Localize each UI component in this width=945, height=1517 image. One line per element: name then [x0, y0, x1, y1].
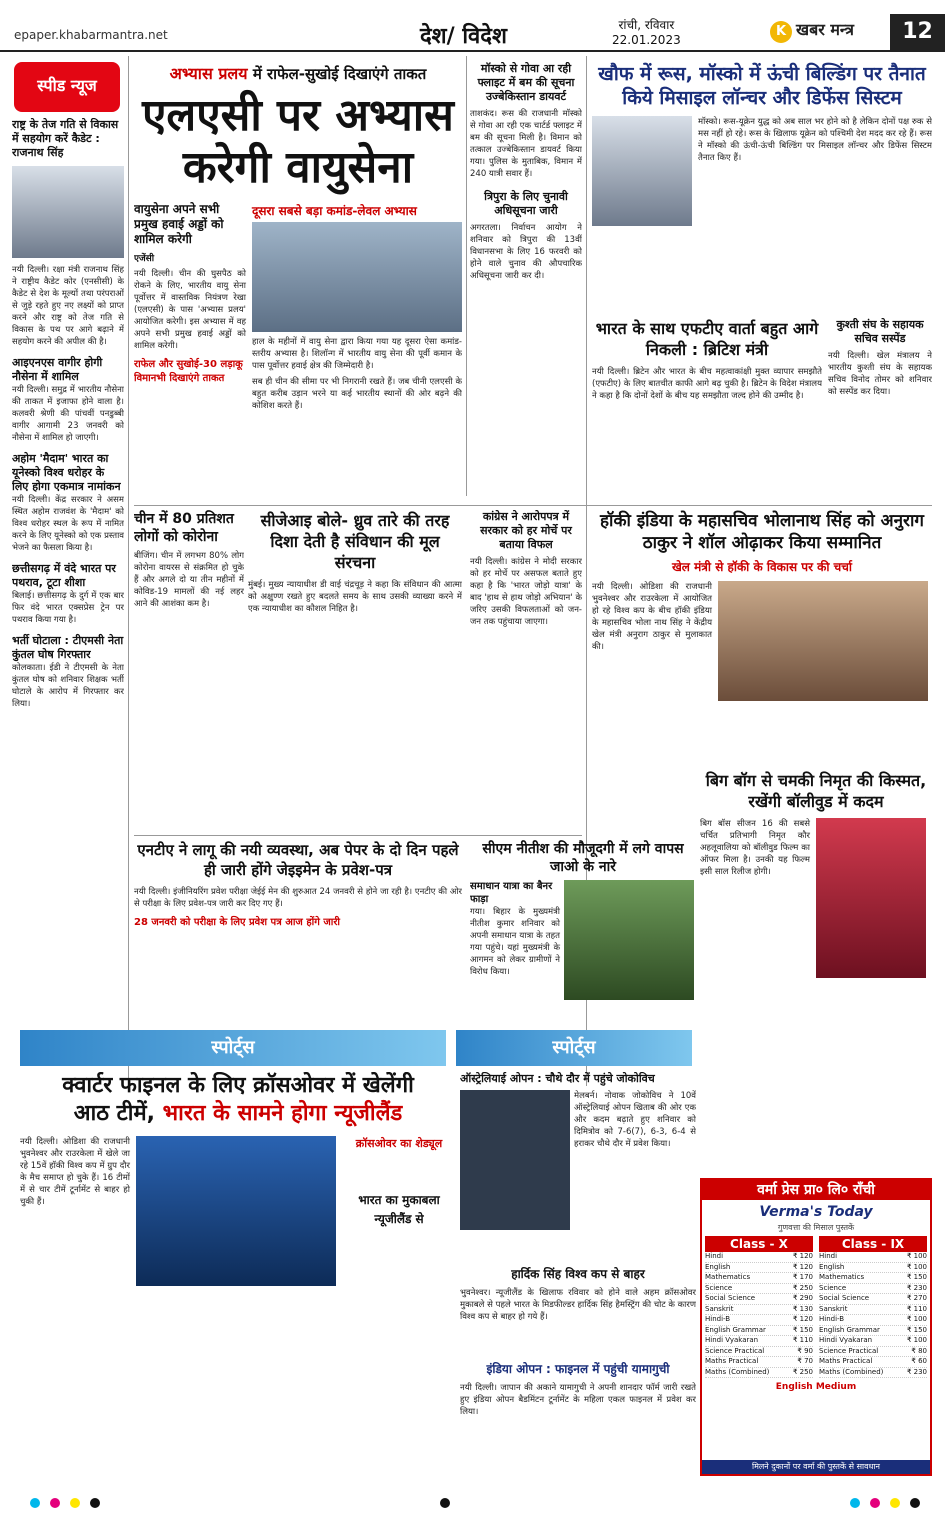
story-title: एनटीए ने लागू की नयी व्यवस्था, अब पेपर के दो दिन पहले ही जारी होंगे जेइइमेन के प्रवेश-पत्र	[137, 841, 459, 879]
ad-book-name: Hindi	[819, 1252, 838, 1260]
story-body: मुंबई। मुख्य न्यायाधीश डी वाई चंद्रचूड़ ने कहा कि संविधान की आत्मा को अक्षुण्ण रखते हुए बदलते समय के साथ उसकी व्याख्या करने में एक न्यायाधीश का कौशल निहित है।	[248, 580, 462, 614]
masthead	[0, 0, 945, 52]
reg-dot-yellow	[890, 1498, 900, 1508]
ad-book-price: ₹ 170	[792, 1273, 813, 1281]
verma-press-ad[interactable]	[700, 1178, 932, 1476]
brand-icon: K	[770, 21, 792, 43]
lead-body: नयी दिल्ली। चीन की घुसपैठ को रोकने के लिए, भारतीय वायु सेना पूर्वोत्तर में वास्तविक नियंत्रण रेखा (एलएसी) के पास 'अभ्यास प्रलय' आयोजित करेगी। इस अभ्यास में वह अपने सभी प्रमुख हवाई अड्डों को शामिल करेगी।	[134, 269, 246, 351]
ad-book-name: Maths Practical	[819, 1357, 873, 1365]
story-body: नयी दिल्ली। खेल मंत्रालय ने भारतीय कुश्ती संघ के सहायक सचिव विनोद तोमर को शनिवार को सस्पेंड कर दिया।	[828, 351, 932, 397]
ad-book-name: Science Practical	[819, 1346, 879, 1355]
sports-banner-left: स्पोर्ट्स	[20, 1030, 446, 1066]
story-bigboss	[700, 770, 932, 1025]
ad-book-price: ₹ 250	[792, 1367, 813, 1376]
ad-book-name: Sanskrit	[819, 1304, 848, 1313]
ad-book-name: Mathematics	[819, 1273, 865, 1281]
ad-price-row	[819, 1284, 927, 1295]
story-title: सीजेआइ बोले- ध्रुव तारे की तरह दिशा देती है संविधान की मूल संरचना	[260, 511, 450, 572]
story-hockey-honour	[592, 510, 932, 760]
speed-news-column	[12, 118, 124, 1068]
ad-book-name: Social Science	[705, 1294, 756, 1302]
ad-book-name: Hindi-B	[819, 1315, 845, 1323]
ad-book-name: English	[819, 1262, 845, 1271]
ad-book-name: Sanskrit	[705, 1304, 734, 1313]
ad-book-price: ₹ 60	[911, 1357, 927, 1365]
story-entrance	[134, 840, 462, 1025]
story-body: नयी दिल्ली। ओडिशा की राजधानी भुवनेश्वर और राउरकेला में आयोजित हो रहे विश्व कप के बीच हॉकी इंडिया के महासचिव भोला नाथ सिंह ने केंद्रीय खेल मंत्री अनुराग ठाकुर से मुलाकात की।	[592, 582, 712, 652]
reg-dot-magenta	[50, 1498, 60, 1508]
ad-book-price: ₹ 100	[906, 1262, 927, 1271]
story-title-line2-post: भारत के सामने होगा न्यूजीलैंड	[162, 1101, 403, 1126]
reg-dot-center	[440, 1498, 450, 1508]
story-title: खौफ में रूस, मॉस्को में ऊंची बिल्डिंग पर तैनात किये मिसाइल लॉन्चर और डिफेंस सिस्टम	[598, 63, 926, 109]
ad-book-price: ₹ 120	[792, 1315, 813, 1323]
ad-price-row	[705, 1273, 813, 1284]
ad-class-x: Class - X	[705, 1236, 813, 1252]
story-subhead: खेल मंत्री से हॉकी के विकास पर की चर्चा	[671, 560, 853, 574]
row-divider	[134, 505, 932, 506]
lead-photo-caption: दूसरा सबसे बड़ा कमांड-लेवल अभ्यास	[252, 204, 417, 218]
speed-news-item-title: आइएनएस वागीर होगी नौसेना में शामिल	[12, 356, 103, 383]
ad-tagline: गुणवत्ता की मिसाल पुस्तकें	[777, 1223, 855, 1232]
ad-book-price: ₹ 90	[797, 1346, 813, 1355]
ad-book-name: Hindi-B	[705, 1315, 731, 1323]
ad-book-price: ₹ 110	[906, 1304, 927, 1313]
story-title-line1: क्वार्टर फाइनल के लिए क्रॉसओवर में खेलेंगी	[62, 1073, 414, 1098]
ad-book-name: Social Science	[819, 1294, 870, 1302]
ad-book-price: ₹ 110	[792, 1336, 813, 1344]
ad-book-name: Hindi	[705, 1252, 724, 1260]
djokovic-photo	[460, 1090, 570, 1230]
ad-price-row	[819, 1315, 927, 1326]
lead-story	[134, 62, 462, 502]
ad-book-price: ₹ 100	[906, 1315, 927, 1323]
ad-book-price: ₹ 150	[906, 1325, 927, 1334]
story-wrestling	[828, 318, 932, 502]
story-title: इंडिया ओपन : फाइनल में पहुंची यामागुची	[486, 1362, 670, 1376]
column-rule	[466, 56, 467, 496]
ad-book-name: English	[705, 1262, 731, 1271]
story-body: नयी दिल्ली। इंजीनियरिंग प्रवेश परीक्षा जेईई मेन की शुरुआत 24 जनवरी से होने जा रही है। एनटीए की ओर से परीक्षा के लिए प्रवेश-पत्र जारी कर दिए गए हैं।	[134, 887, 462, 909]
reg-dot-cyan	[850, 1498, 860, 1508]
lead-kicker-highlight: अभ्यास प्रलय	[169, 64, 248, 83]
ad-price-row	[705, 1284, 813, 1295]
story-body: ताशकंद। रूस की राजधानी मॉस्को से गोवा आ रही एक चार्टर्ड फ्लाइट में बम की सूचना मिली है। विमान को तत्काल उज्बेकिस्तान डायवर्ट किया गया। पुलिस के मुताबिक, विमान में 240 यात्री सवार हैं।	[470, 109, 582, 179]
story-body: बीजिंग। चीन में लगभग 80% लोग कोरोना वायरस से संक्रमित हो चुके हैं और अगले दो या तीन महीनों में कोविड-19 मामलों की नई लहर आने की आशंका कम है।	[134, 551, 244, 609]
speed-news-item-title: राष्ट्र के तेज गति से विकास में सहयोग करें कैडेट : राजनाथ सिंह	[12, 118, 119, 159]
story-body: नयी दिल्ली। जापान की अकाने यामागुची ने अपनी शानदार फॉर्म जारी रखते हुए इंडिया ओपन बैडमिंटन टूर्नामेंट के महिला एकल फाइनल में प्रवेश कर लिया।	[460, 1383, 696, 1417]
ad-class-ix: Class - IX	[819, 1236, 927, 1252]
ad-price-row	[819, 1326, 927, 1337]
story-body: मेलबर्न। नोवाक जोकोविच ने 10वें ऑस्ट्रेलियाई ओपन खिताब की ओर एक और कदम बढ़ाते हुए शनिवार को दिमित्रोव को 7-6(7), 6-3, 6-4 से हराकर चौथे दौर में प्रवेश किया।	[574, 1091, 696, 1149]
ad-price-row	[819, 1357, 927, 1368]
ad-title: वर्मा प्रेस प्रा० लि० रॉंची	[702, 1180, 930, 1200]
lead-headline-line1: एलएसी पर अभ्यास	[142, 90, 454, 141]
story-title: हार्दिक सिंह विश्व कप से बाहर	[511, 1267, 645, 1281]
story-body: नयी दिल्ली। ब्रिटेन और भारत के बीच महत्वाकांक्षी मुक्त व्यापार समझौते (एफटीए) के लिए बातचीत काफी आगे बढ़ चुकी है। ब्रिटेन के विदेश मंत्रालय ने कहा है कि दोनों देशों के बीच यह समझौता जल्द होने की उम्मीद है।	[592, 367, 822, 401]
story-hardik	[460, 1265, 696, 1355]
story-inline-box: 28 जनवरी को परीक्षा के लिए प्रवेश पत्र आज होंगे जारी	[134, 917, 341, 928]
ad-book-price: ₹ 230	[906, 1283, 927, 1292]
lead-kicker	[134, 62, 462, 84]
reg-dot-black	[90, 1498, 100, 1508]
story-title: मॉस्को से गोवा आ रही फ्लाइट में बम की सूचना उज्बेकिस्तान डायवर्ट	[477, 62, 575, 103]
story-russia	[592, 62, 932, 312]
story-china-covid	[134, 510, 244, 830]
story-title-line2	[20, 1100, 456, 1128]
ad-price-row	[705, 1347, 813, 1358]
ad-price-row	[705, 1315, 813, 1326]
speed-news-item-title: छत्तीसगढ़ में वंदे भारत पर पथराव, टूटा शीशा	[12, 562, 116, 589]
putin-photo	[592, 116, 692, 226]
rajnath-photo	[12, 166, 124, 258]
ad-price-row	[705, 1294, 813, 1305]
ad-book-name: Science	[705, 1283, 733, 1292]
ad-book-name: Mathematics	[705, 1273, 751, 1281]
dateline	[612, 18, 681, 48]
story-body: भुवनेश्वर। न्यूजीलैंड के खिलाफ रविवार को होने वाले अहम क्रॉसओवर मुकाबले से पहले भारत के मिडफील्डर हार्दिक सिंह हैमस्ट्रिंग की चोट के कारण विश्व कप से बाहर हो गये हैं।	[460, 1288, 696, 1322]
ad-book-price: ₹ 120	[792, 1262, 813, 1271]
ad-book-name: Hindi Vyakaran	[819, 1336, 873, 1344]
story-title: कांग्रेस ने आरोपपत्र में सरकार को हर मोर्चे पर बताया विफल	[480, 510, 572, 551]
speed-news-badge: स्पीड न्यूज	[14, 62, 120, 112]
ad-book-price: ₹ 120	[792, 1252, 813, 1260]
ad-book-name: Maths Practical	[705, 1357, 759, 1365]
lead-body: हाल के महीनों में वायु सेना द्वारा किया गया यह दूसरा ऐसा कमांड-स्तरीय अभ्यास है। शिलॉन्ग में भारतीय वायु सेना की पूर्वी कमान के पास पूर्वोत्तर हवाई क्षेत्र की जिम्मेदारी है।	[252, 337, 462, 371]
story-title: हॉकी इंडिया के महासचिव भोलानाथ सिंह को अनुराग ठाकुर ने शॉल ओढ़ाकर किया सम्मानित	[600, 511, 924, 553]
ad-book-name: Hindi Vyakaran	[705, 1336, 759, 1344]
rally-photo	[564, 880, 694, 1000]
reg-dot-black	[910, 1498, 920, 1508]
ad-price-row	[819, 1305, 927, 1316]
ad-price-row	[819, 1252, 927, 1263]
speed-news-item-body: बिलाई। छत्तीसगढ़ के दुर्ग में एक बार फिर वंदे भारत एक्सप्रेस ट्रेन पर पथराव किया गया है।	[12, 591, 124, 625]
story-title: कुश्ती संघ के सहायक सचिव सस्पेंड	[836, 318, 924, 345]
story-title: चीन में 80 प्रतिशत लोगों को कोरोना	[134, 511, 234, 545]
ad-price-row	[705, 1336, 813, 1347]
speed-news-item-body: कोलकाता। ईडी ने टीएमसी के नेता कुंतल घोष को शनिवार शिक्षक भर्ती घोटाले के आरोप में गिरफ्तार कर लिया।	[12, 663, 124, 709]
story-congress	[470, 510, 582, 830]
story-fta	[592, 318, 822, 502]
site-url[interactable]: epaper.khabarmantra.net	[14, 28, 168, 42]
story-body: गया। बिहार के मुख्यमंत्री नीतीश कुमार शनिवार को अपनी समाधान यात्रा के तहत गया पहुंचे। यहां मुख्यमंत्री के आगमन को लेकर ग्रामीणों ने विरोध किया।	[470, 907, 560, 977]
ad-book-name: Science	[819, 1283, 847, 1292]
brand-logo	[770, 18, 854, 43]
ad-price-row	[819, 1336, 927, 1347]
speed-news-item-body: नयी दिल्ली। समुद्र में भारतीय नौसेना की ताकत में इजाफा होने वाला है। कलवरी श्रेणी की पांचवीं पनडुब्बी वागीर आगामी 23 जनवरी को नौसेना में शामिल हो जाएगी।	[12, 385, 124, 443]
story-title: बिग बॉग से चमकी निमृत की किस्मत, रखेंगी बॉलीवुड में कदम	[705, 771, 927, 811]
story-title: भारत के साथ एफटीए वार्ता बहुत आगे निकली : ब्रिटिश मंत्री	[595, 319, 819, 359]
page-number: 12	[890, 14, 945, 50]
ministers-photo	[718, 581, 928, 701]
ad-book-price: ₹ 150	[906, 1273, 927, 1281]
registration-marks	[0, 1490, 945, 1517]
date: 22.01.2023	[612, 33, 681, 47]
ad-book-name: English Grammar	[819, 1325, 880, 1334]
schedule-title: क्रॉसओवर का शेड्यूल	[355, 1137, 443, 1150]
ad-book-name: English Grammar	[705, 1325, 766, 1334]
story-moscow-flight	[470, 62, 582, 502]
ad-book-price: ₹ 80	[911, 1346, 927, 1355]
story-yamaguchi	[460, 1360, 696, 1480]
ad-price-row	[705, 1263, 813, 1274]
lead-kicker-text: में राफेल-सुखोई दिखाएंगे ताकत	[252, 65, 427, 83]
ad-book-price: ₹ 130	[792, 1304, 813, 1313]
ad-medium: English Medium	[775, 1382, 857, 1392]
section-title: देश/ विदेश	[420, 24, 507, 49]
sports-banner-right: स्पोर्ट्स	[456, 1030, 692, 1066]
ad-book-price: ₹ 250	[792, 1283, 813, 1292]
speed-news-item-title: भर्ती घोटाला : टीएमसी नेता कुंतल घोष गिरफ्तार	[12, 634, 124, 661]
ad-book-price: ₹ 290	[792, 1294, 813, 1302]
reg-dot-cyan	[30, 1498, 40, 1508]
lead-headline-line2: करेगी वायुसेना	[182, 142, 414, 193]
ad-price-row	[705, 1252, 813, 1263]
story-body: बिग बॉस सीजन 16 की सबसे चर्चित प्रतिभागी निमृत कौर अहलूवालिया को बॉलीवुड फिल्म का ऑफर मिला है। उनकी यह फिल्म इसी साल रिलीज होगी।	[700, 819, 810, 877]
lead-inline-box: राफेल और सुखोई-30 लड़ाकू विमानभी दिखाएंगे ताकत	[134, 359, 243, 384]
story-title: त्रिपुरा के लिए चुनावी अधिसूचना जारी	[484, 190, 568, 217]
ad-book-name: Maths (Combined)	[705, 1367, 770, 1376]
ad-price-row	[819, 1347, 927, 1358]
speed-news-item-body: नयी दिल्ली। रक्षा मंत्री राजनाथ सिंह ने राष्ट्रीय कैडेट कोर (एनसीसी) के कैडेट से देश के मूल्यों तथा परंपराओं से जुड़े रहते हुए नए लक्ष्यों को प्राप्त करने और राष्ट्र को तेज गति से विकास के पथ पर आगे बढ़ाने में सहयोग करने की अपील की है।	[12, 265, 124, 347]
speed-news-item-title: अहोम 'मैदाम' भारत का यूनेस्को विश्व धरोहर के लिए होगा एकमात्र नामांकन	[12, 452, 121, 493]
story-sidebox: समाधान यात्रा का बैनर फाड़ा	[470, 881, 553, 905]
reg-dot-magenta	[870, 1498, 880, 1508]
ad-price-row	[819, 1368, 927, 1379]
ad-book-price: ₹ 100	[906, 1336, 927, 1344]
ad-book-price: ₹ 270	[906, 1294, 927, 1302]
story-djokovic	[460, 1072, 696, 1262]
ad-book-price: ₹ 150	[792, 1325, 813, 1334]
ad-book-price: ₹ 100	[906, 1252, 927, 1260]
lead-subhead: वायुसेना अपने सभी प्रमुख हवाई अड्डों को शामिल करेगी	[134, 202, 224, 246]
story-title-line2-pre: आठ टीमें,	[73, 1101, 155, 1126]
story-body: अगरतला। निर्वाचन आयोग ने शनिवार को त्रिपुरा की 13वीं विधानसभा के लिए 16 फरवरी को होने वाले चुनाव की औपचारिक अधिसूचना जारी कर दी।	[470, 223, 582, 281]
ad-book-name: Science Practical	[705, 1346, 765, 1355]
ad-price-row	[819, 1294, 927, 1305]
ad-brand: Verma's Today	[759, 1204, 873, 1220]
column-rule	[128, 56, 129, 1086]
reg-dot-yellow	[70, 1498, 80, 1508]
ad-price-row	[705, 1326, 813, 1337]
story-title: सीएम नीतीश की मौजूदगी में लगे वापस जाओ के नारे	[482, 841, 684, 875]
story-subtitle: भारत का मुकाबला न्यूजीलैंड से	[358, 1193, 440, 1226]
ad-book-price: ₹ 230	[906, 1367, 927, 1376]
lead-left-col	[134, 202, 246, 412]
story-title: ऑस्ट्रेलियाई ओपन : चौथे दौर में पहुंचे जोकोविच	[460, 1072, 655, 1085]
ad-book-price: ₹ 70	[797, 1357, 813, 1365]
actress-photo	[816, 818, 926, 978]
ad-price-row	[819, 1273, 927, 1284]
story-cji	[248, 510, 462, 830]
lead-byline: एजेंसी	[134, 254, 155, 264]
fighter-jet-photo	[252, 222, 462, 332]
story-nitish	[470, 840, 696, 1025]
lead-body: सब ही चीन की सीमा पर भी निगरानी रखते हैं। जब चीनी एलएसी के बहुत करीब उड़ान भरने या कई भारतीय स्थानों की ओर बढ़ने की कोशिश करते हैं।	[252, 377, 462, 411]
story-body: नयी दिल्ली। ओडिशा की राजधानी भुवनेश्वर और राउरकेला में खेले जा रहे 15वें हॉकी विश्व कप में ग्रुप दौर के मैच समाप्त हो चुके हैं। 16 टीमों में से चार टीमें टूर्नामेंट से बाहर हो चुकी हैं।	[20, 1137, 130, 1207]
speed-news-item-body: नयी दिल्ली। केंद्र सरकार ने असम स्थित अहोम राजवंश के 'मैदाम' को विश्व धरोहर स्थल के रूप में नामित करने के लिए यूनेस्को को एक प्रस्ताव भेजने का फैसला किया है।	[12, 495, 124, 553]
story-hockey-wc	[20, 1072, 456, 1482]
hockey-team-photo	[136, 1136, 336, 1286]
ad-footer: मिलने दुकानों पर वर्मा की पुस्तकें से सावधान	[702, 1460, 930, 1474]
story-body: मॉस्को। रूस-यूक्रेन युद्ध को अब साल भर होने को है लेकिन दोनों पक्ष रुक से मस नहीं हो रहे। रूस के खिलाफ यूक्रेन को पश्चिमी देश मदद कर रहे हैं। रूस ने मॉस्को की ऊंची-ऊंची बिल्डिंग पर मिसाइल लॉन्चर और डिफेंस सिस्टम तैनात किए हैं।	[698, 117, 932, 163]
brand-name: खबर मन्त्र	[796, 20, 854, 39]
ad-book-name: Maths (Combined)	[819, 1367, 884, 1376]
ad-price-row	[819, 1263, 927, 1274]
ad-col-ix	[816, 1236, 930, 1378]
lead-right-col	[252, 202, 462, 412]
ad-price-row	[705, 1357, 813, 1368]
row-divider	[134, 835, 582, 836]
ad-col-x	[702, 1236, 816, 1378]
ad-price-row	[705, 1305, 813, 1316]
city-day: रांची, रविवार	[618, 18, 675, 32]
story-body: नयी दिल्ली। कांग्रेस ने मोदी सरकार को हर मोर्चे पर असफल बताते हुए कहा है कि 'भारत जोड़ो यात्रा' के बाद 'हाथ से हाथ जोड़ो अभियान' के जरिए उसकी विफलताओं को जन-जन तक पहुंचाया जाएगा।	[470, 557, 582, 627]
ad-price-row	[705, 1368, 813, 1379]
